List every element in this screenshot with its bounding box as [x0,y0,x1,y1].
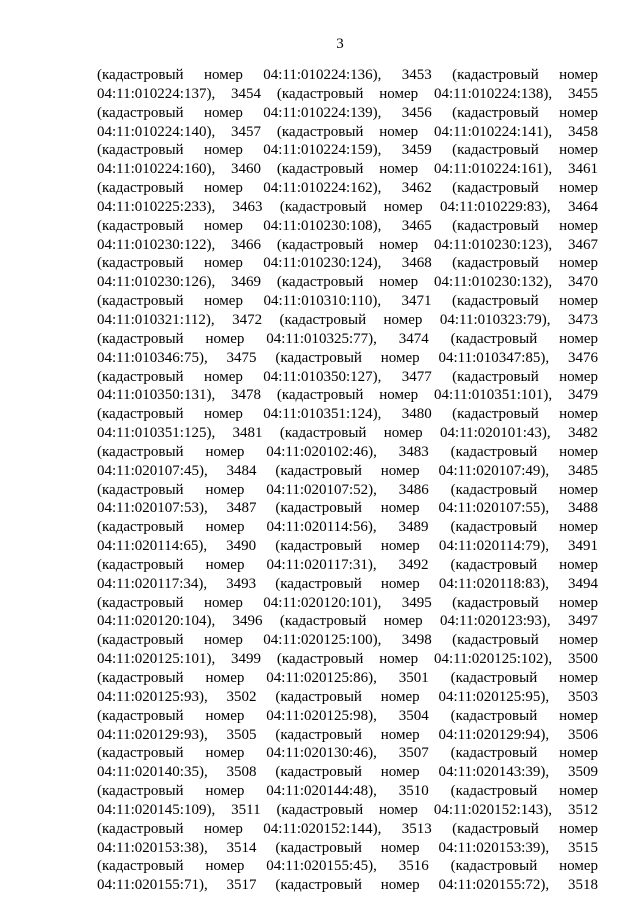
text-line: 04:11:010351:125), 3481 (кадастровый номер 04:11:020101:43), 3482 [97,425,598,442]
page-number: 3 [336,36,344,52]
text-line: 04:11:020125:93), 3502 (кадастровый номер 04:11:020125:95), 3503 [97,688,598,705]
text-line: (кадастровый номер 04:11:020117:31), 3492 (кадастровый номер [97,556,598,573]
text-line: (кадастровый номер 04:11:020125:86), 3501 (кадастровый номер [97,670,598,686]
text-line: 04:11:020117:34), 3493 (кадастровый номер 04:11:020118:83), 3494 [97,575,598,592]
text-line: (кадастровый номер 04:11:020152:144), 3513 (кадастровый номер [97,820,598,837]
text-line: (кадастровый номер 04:11:010224:136), 3453 (кадастровый номер [97,67,598,83]
document-body [97,66,598,895]
text-line: 04:11:020120:104), 3496 (кадастровый номер 04:11:020123:93), 3497 [97,613,598,630]
text-line: 04:11:010350:131), 3478 (кадастровый номер 04:11:010351:101), 3479 [97,387,598,404]
text-line: 04:11:010225:233), 3463 (кадастровый номер 04:11:010229:83), 3464 [97,198,598,215]
text-line: 04:11:010224:137), 3454 (кадастровый номер 04:11:010224:138), 3455 [97,85,598,102]
text-line: (кадастровый номер 04:11:010230:124), 3468 (кадастровый номер [97,255,598,272]
text-line: (кадастровый номер 04:11:010351:124), 3480 (кадастровый номер [97,406,598,423]
text-line: 04:11:010224:140), 3457 (кадастровый номер 04:11:010224:141), 3458 [97,123,598,140]
text-line: (кадастровый номер 04:11:020102:46), 3483 (кадастровый номер [97,443,598,460]
text-line: 04:11:020153:38), 3514 (кадастровый номер 04:11:020153:39), 3515 [97,839,598,856]
text-line: (кадастровый номер 04:11:020120:101), 3495 (кадастровый номер [97,594,598,611]
text-line: (кадастровый номер 04:11:010224:139), 3456 (кадастровый номер [97,104,598,121]
text-line: 04:11:010230:122), 3466 (кадастровый номер 04:11:010230:123), 3467 [97,236,598,253]
text-line: (кадастровый номер 04:11:020130:46), 3507 (кадастровый номер [97,745,598,762]
text-line: (кадастровый номер 04:11:010224:162), 3462 (кадастровый номер [97,180,598,197]
text-line: 04:11:020114:65), 3490 (кадастровый номер 04:11:020114:79), 3491 [97,538,598,555]
text-line: 04:11:020140:35), 3508 (кадастровый номер 04:11:020143:39), 3509 [97,764,598,781]
text-line: 04:11:020145:109), 3511 (кадастровый номер 04:11:020152:143), 3512 [97,801,598,818]
text-line: (кадастровый номер 04:11:010325:77), 3474 (кадастровый номер [97,330,598,347]
text-line: (кадастровый номер 04:11:020125:98), 3504 (кадастровый номер [97,707,598,724]
text-line: (кадастровый номер 04:11:020155:45), 3516 (кадастровый номер [97,858,598,875]
text-line: (кадастровый номер 04:11:020114:56), 3489 (кадастровый номер [97,519,598,536]
text-line: (кадастровый номер 04:11:010224:159), 3459 (кадастровый номер [97,142,598,159]
text-line: 04:11:020155:71), 3517 (кадастровый номер 04:11:020155:72), 3518 [97,877,598,894]
text-line: (кадастровый номер 04:11:020125:100), 3498 (кадастровый номер [97,632,598,649]
text-line: (кадастровый номер 04:11:020107:52), 3486 (кадастровый номер [97,481,598,498]
text-line: 04:11:010321:112), 3472 (кадастровый номер 04:11:010323:79), 3473 [97,311,598,328]
text-line: 04:11:010230:126), 3469 (кадастровый номер 04:11:010230:132), 3470 [97,274,598,291]
text-line: 04:11:020125:101), 3499 (кадастровый номер 04:11:020125:102), 3500 [97,651,598,668]
text-line: (кадастровый номер 04:11:010350:127), 3477 (кадастровый номер [97,368,598,385]
text-line: 04:11:020107:53), 3487 (кадастровый номер 04:11:020107:55), 3488 [97,500,598,517]
text-line: 04:11:020129:93), 3505 (кадастровый номер 04:11:020129:94), 3506 [97,726,598,743]
text-line: 04:11:010346:75), 3475 (кадастровый номер 04:11:010347:85), 3476 [97,349,598,366]
text-line: (кадастровый номер 04:11:020144:48), 3510 (кадастровый номер [97,783,598,800]
text-line: (кадастровый номер 04:11:010310:110), 3471 (кадастровый номер [97,293,598,310]
text-line: (кадастровый номер 04:11:010230:108), 3465 (кадастровый номер [97,217,598,234]
text-line: 04:11:020107:45), 3484 (кадастровый номер 04:11:020107:49), 3485 [97,462,598,479]
text-line: 04:11:010224:160), 3460 (кадастровый номер 04:11:010224:161), 3461 [97,161,598,178]
